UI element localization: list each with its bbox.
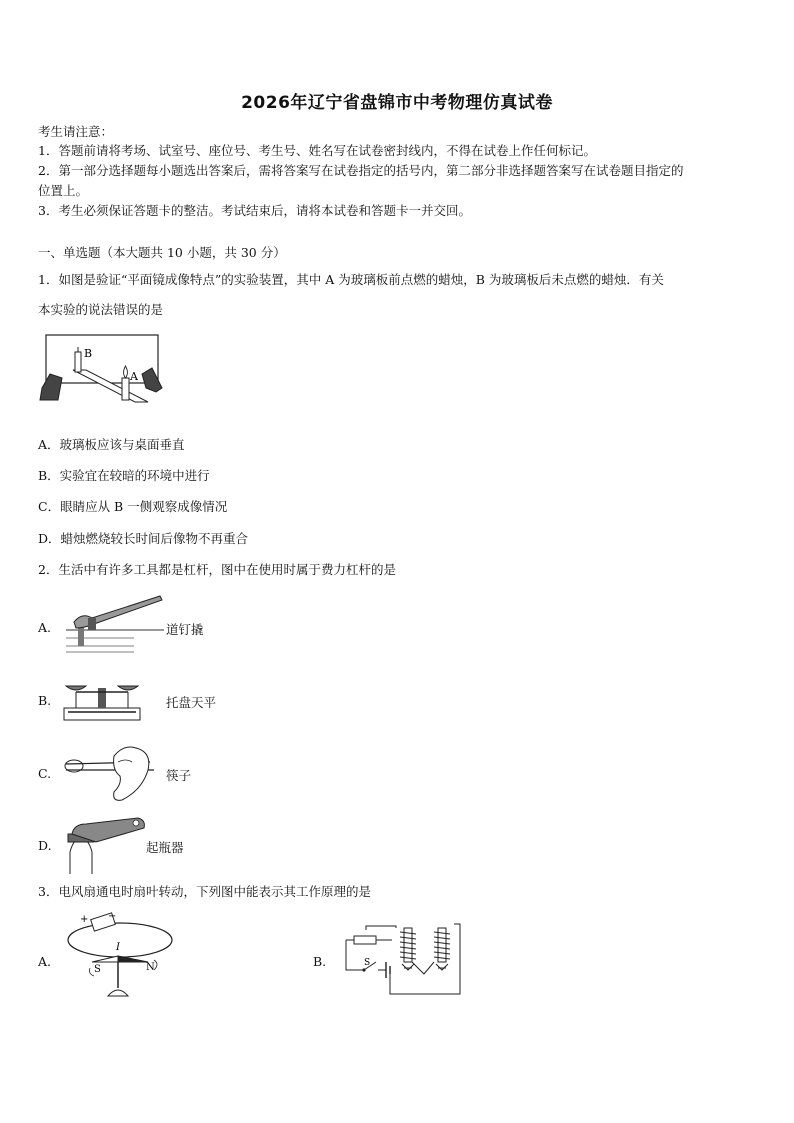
- q3-a-north: N: [146, 962, 155, 973]
- q1-stem-line-1: 1．如图是验证“平面镜成像特点”的实验装置，其中 A 为玻璃板前点燃的蜡烛，B 为玻璃板后未点燃的蜡烛．有关: [38, 272, 664, 287]
- q1-label-a: A: [130, 370, 138, 383]
- q2-option-b-caption: 托盘天平: [166, 695, 217, 710]
- q3-option-a-letter: A.: [38, 954, 52, 969]
- q3-option-b-letter: B.: [313, 954, 327, 969]
- q1-option-b: B．实验宜在较暗的环境中进行: [38, 468, 210, 483]
- q3-magnetic-needle-figure: [62, 910, 180, 1006]
- q2-option-a-letter: A.: [38, 620, 52, 635]
- q2-balance-figure: [62, 676, 142, 722]
- q1-mirror-experiment-figure: [38, 330, 168, 410]
- page-title: 2026年辽宁省盘锦市中考物理仿真试卷: [241, 93, 553, 113]
- q3-a-south: S: [94, 964, 101, 975]
- q1-label-b: B: [84, 347, 93, 360]
- q2-bottle-opener-figure: [62, 812, 148, 874]
- notice-item-1: 1．答题前请将考场、试室号、座位号、考生号、姓名写在试卷密封线内，不得在试卷上作任何标记。: [38, 143, 596, 158]
- q1-stem-line-2: 本实验的说法错误的是: [38, 302, 164, 317]
- q2-option-c-caption: 筷子: [166, 768, 192, 783]
- q3-b-switch: S: [364, 958, 371, 968]
- q3-a-plus: +: [80, 914, 89, 925]
- q2-stem: 2．生活中有许多工具都是杠杆，图中在使用时属于费力杠杆的是: [38, 562, 396, 577]
- notice-heading: 考生请注意：: [38, 124, 114, 139]
- q2-option-d-letter: D.: [38, 838, 52, 853]
- q3-stem: 3．电风扇通电时扇叶转动，下列图中能表示其工作原理的是: [38, 884, 371, 899]
- notice-item-2: 2．第一部分选择题每小题选出答案后，需将答案写在试卷指定的括号内，第二部分非选择题答案写在试卷题目指定的: [38, 163, 684, 178]
- q1-option-c: C．眼睛应从 B 一侧观察成像情况: [38, 499, 228, 514]
- q3-a-current: I: [116, 942, 120, 953]
- q1-option-a: A．玻璃板应该与桌面垂直: [38, 437, 185, 452]
- q2-chopsticks-figure: [62, 740, 162, 806]
- notice-item-2-continued: 位置上。: [38, 183, 89, 198]
- q2-option-c-letter: C.: [38, 766, 52, 781]
- q3-electromagnet-circuit-figure: [340, 918, 470, 998]
- notice-item-3: 3．考生必须保证答题卡的整洁。考试结束后，请将本试卷和答题卡一并交回。: [38, 203, 471, 218]
- q2-option-b-letter: B.: [38, 693, 52, 708]
- q1-option-d: D．蜡烛燃烧较长时间后像物不再重合: [38, 531, 249, 546]
- q2-nail-puller-figure: [64, 594, 166, 658]
- section-heading: 一、单选题（本大题共 10 小题，共 30 分）: [38, 245, 286, 260]
- q2-option-a-caption: 道钉撬: [166, 622, 204, 637]
- q2-option-d-caption: 起瓶器: [146, 840, 184, 855]
- q3-a-minus: −: [108, 911, 117, 922]
